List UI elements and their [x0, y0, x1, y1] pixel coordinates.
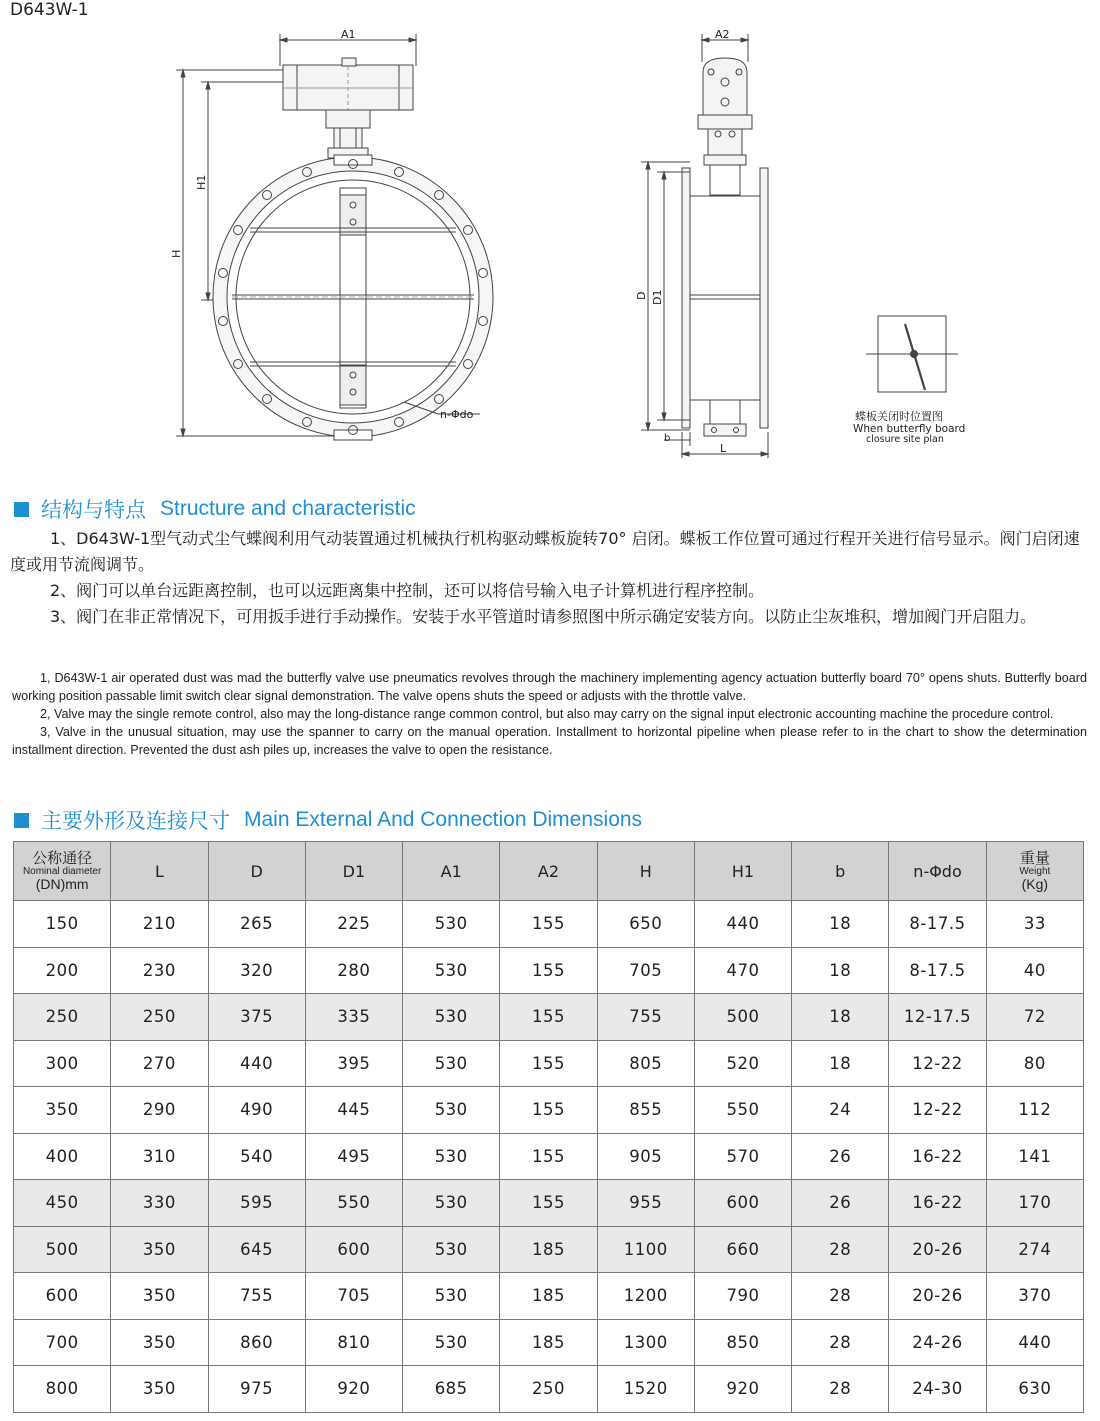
cell-a2: 155: [500, 947, 597, 994]
cell-a1: 530: [403, 1319, 500, 1366]
cell-bolt: 8-17.5: [889, 947, 986, 994]
cell-bolt: 24-26: [889, 1319, 986, 1366]
cell-dn: 450: [14, 1180, 111, 1227]
cell-bolt: 16-22: [889, 1180, 986, 1227]
col-header-dn: 公称通径 Nominal diameter (DN)mm: [14, 842, 111, 901]
cell-a1: 530: [403, 1040, 500, 1087]
cell-b: 18: [792, 947, 889, 994]
dim-label-d1: D1: [651, 289, 664, 305]
closure-caption-zh: 蝶板关闭时位置图: [855, 410, 943, 423]
dim-label-b: b: [664, 433, 671, 444]
section-dimensions-heading: [14, 805, 642, 835]
cell-h1: 920: [694, 1366, 791, 1413]
cell-bolt: 12-22: [889, 1040, 986, 1087]
cell-a2: 185: [500, 1319, 597, 1366]
cell-b: 28: [792, 1273, 889, 1320]
cell-b: 28: [792, 1319, 889, 1366]
cell-l: 350: [111, 1226, 208, 1273]
cell-dn: 800: [14, 1366, 111, 1413]
cell-l: 330: [111, 1180, 208, 1227]
cell-a1: 530: [403, 994, 500, 1041]
table-row: [14, 1319, 1084, 1366]
cell-bolt: 12-22: [889, 1087, 986, 1134]
cell-l: 350: [111, 1319, 208, 1366]
cell-h1: 470: [694, 947, 791, 994]
cell-d1: 600: [305, 1226, 402, 1273]
col-header-l: L: [111, 842, 208, 901]
cell-h: 805: [597, 1040, 694, 1087]
cell-dn: 400: [14, 1133, 111, 1180]
cell-d1: 550: [305, 1180, 402, 1227]
cell-d: 755: [208, 1273, 305, 1320]
dim-label-a1: A1: [341, 28, 356, 41]
dim-label-h: H: [170, 249, 183, 258]
cell-d: 320: [208, 947, 305, 994]
cell-d1: 395: [305, 1040, 402, 1087]
cell-b: 28: [792, 1366, 889, 1413]
cell-l: 270: [111, 1040, 208, 1087]
cell-h1: 550: [694, 1087, 791, 1134]
cell-a1: 530: [403, 1087, 500, 1134]
cell-b: 26: [792, 1180, 889, 1227]
cell-a2: 155: [500, 901, 597, 948]
cell-d: 975: [208, 1366, 305, 1413]
cell-b: 26: [792, 1133, 889, 1180]
col-header-weight: 重量 Weight (Kg): [986, 842, 1083, 901]
cell-a2: 155: [500, 994, 597, 1041]
cell-b: 18: [792, 994, 889, 1041]
cell-dn: 200: [14, 947, 111, 994]
en-paragraph-3: 3, Valve in the unusual situation, may use the spanner to carry on the manual operation. Installment to horizontal pipeline when please refer to in the chart to show the determination installment direction. Prevented the dust ash piles up, increases the valve to open the resistance.: [12, 725, 1087, 757]
cell-l: 350: [111, 1366, 208, 1413]
cell-weight: 440: [986, 1319, 1083, 1366]
col-header-d1: D1: [305, 842, 402, 901]
cell-d: 860: [208, 1319, 305, 1366]
cell-weight: 141: [986, 1133, 1083, 1180]
cell-dn: 150: [14, 901, 111, 948]
cell-d1: 705: [305, 1273, 402, 1320]
cell-l: 250: [111, 994, 208, 1041]
cell-d: 540: [208, 1133, 305, 1180]
cell-a1: 530: [403, 1226, 500, 1273]
table-row: [14, 1273, 1084, 1320]
closure-caption-en2: closure site plan: [866, 434, 944, 445]
dim-label-l: L: [720, 442, 727, 455]
cell-d1: 280: [305, 947, 402, 994]
dim-label-d: D: [635, 291, 648, 300]
cell-h1: 660: [694, 1226, 791, 1273]
col-header-h: H: [597, 842, 694, 901]
dimensions-table-body: [14, 901, 1084, 1413]
cell-h: 755: [597, 994, 694, 1041]
cell-dn: 500: [14, 1226, 111, 1273]
model-label: D643W-1: [10, 0, 89, 20]
structure-text-en: [12, 669, 1087, 759]
cell-bolt: 24-30: [889, 1366, 986, 1413]
cell-h1: 520: [694, 1040, 791, 1087]
cell-weight: 630: [986, 1366, 1083, 1413]
cell-weight: 170: [986, 1180, 1083, 1227]
col-header-h1: H1: [694, 842, 791, 901]
cell-dn: 300: [14, 1040, 111, 1087]
valve-drawing: [0, 20, 1100, 460]
cell-h: 705: [597, 947, 694, 994]
section-structure-title-en: Structure and characteristic: [160, 497, 416, 520]
cell-h1: 500: [694, 994, 791, 1041]
dim-label-a2: A2: [715, 28, 730, 41]
cell-d: 645: [208, 1226, 305, 1273]
cell-a2: 185: [500, 1226, 597, 1273]
cell-h: 1300: [597, 1319, 694, 1366]
table-row: [14, 1133, 1084, 1180]
table-header-row: [14, 842, 1084, 901]
technical-drawings: [0, 20, 1100, 460]
cell-h: 1100: [597, 1226, 694, 1273]
cell-h1: 600: [694, 1180, 791, 1227]
cell-a2: 155: [500, 1133, 597, 1180]
structure-text-zh: [10, 526, 1090, 630]
cell-weight: 80: [986, 1040, 1083, 1087]
cell-bolt: 12-17.5: [889, 994, 986, 1041]
cell-h: 955: [597, 1180, 694, 1227]
cell-a1: 530: [403, 947, 500, 994]
cell-d1: 920: [305, 1366, 402, 1413]
col-header-d: D: [208, 842, 305, 901]
section-structure-title-zh: 结构与特点: [41, 498, 146, 522]
table-row: [14, 1087, 1084, 1134]
cell-weight: 72: [986, 994, 1083, 1041]
zh-paragraph-3: 3、阀门在非正常情况下，可用扳手进行手动操作。安装于水平管道时请参照图中所示确定安装方向。以防止尘灰堆积，增加阀门开启阻力。: [50, 607, 1037, 626]
dim-label-h1: H1: [195, 174, 208, 190]
cell-b: 18: [792, 901, 889, 948]
heading-square-icon: [14, 502, 29, 517]
cell-d: 440: [208, 1040, 305, 1087]
col-header-a2: A2: [500, 842, 597, 901]
table-row: [14, 1226, 1084, 1273]
cell-b: 18: [792, 1040, 889, 1087]
col-header-b: b: [792, 842, 889, 901]
cell-bolt: 20-26: [889, 1273, 986, 1320]
cell-h: 855: [597, 1087, 694, 1134]
cell-dn: 600: [14, 1273, 111, 1320]
cell-h: 650: [597, 901, 694, 948]
cell-d: 595: [208, 1180, 305, 1227]
cell-l: 350: [111, 1273, 208, 1320]
cell-weight: 33: [986, 901, 1083, 948]
zh-paragraph-2: 2、阀门可以单台远距离控制，也可以远距离集中控制，还可以将信号输入电子计算机进行程序控制。: [50, 581, 765, 600]
cell-h1: 440: [694, 901, 791, 948]
heading-square-icon: [14, 813, 29, 828]
col-header-bolt: n-Φdo: [889, 842, 986, 901]
cell-dn: 700: [14, 1319, 111, 1366]
cell-weight: 112: [986, 1087, 1083, 1134]
cell-l: 210: [111, 901, 208, 948]
section-dimensions-title-en: Main External And Connection Dimensions: [244, 808, 643, 831]
cell-a2: 185: [500, 1273, 597, 1320]
dimensions-table: [13, 841, 1084, 1413]
cell-bolt: 8-17.5: [889, 901, 986, 948]
section-structure-heading: [14, 494, 416, 524]
cell-dn: 350: [14, 1087, 111, 1134]
en-paragraph-1: 1, D643W-1 air operated dust was mad the butterfly valve use pneumatics revolves through the machinery implementing agency actuation butterfly board 70° opens shuts. Butterfly board working position passable limit switch clear signal demonstration. The valve opens shuts the speed or adjusts with the throttle valve.: [12, 671, 1087, 703]
cell-h1: 790: [694, 1273, 791, 1320]
cell-dn: 250: [14, 994, 111, 1041]
table-row: [14, 1180, 1084, 1227]
cell-d1: 335: [305, 994, 402, 1041]
cell-h1: 850: [694, 1319, 791, 1366]
closure-caption-en1: When butterfly board: [853, 423, 966, 435]
section-dimensions-title-zh: 主要外形及连接尺寸: [41, 809, 230, 833]
cell-a1: 530: [403, 1180, 500, 1227]
cell-a1: 530: [403, 1273, 500, 1320]
cell-b: 24: [792, 1087, 889, 1134]
cell-l: 310: [111, 1133, 208, 1180]
cell-h1: 570: [694, 1133, 791, 1180]
cell-a2: 155: [500, 1087, 597, 1134]
cell-a1: 685: [403, 1366, 500, 1413]
cell-d1: 445: [305, 1087, 402, 1134]
cell-a2: 155: [500, 1040, 597, 1087]
table-row: [14, 901, 1084, 948]
cell-d1: 225: [305, 901, 402, 948]
col-header-a1: A1: [403, 842, 500, 901]
cell-h: 905: [597, 1133, 694, 1180]
cell-d1: 495: [305, 1133, 402, 1180]
cell-a2: 155: [500, 1180, 597, 1227]
cell-weight: 40: [986, 947, 1083, 994]
cell-a1: 530: [403, 901, 500, 948]
cell-d: 375: [208, 994, 305, 1041]
cell-d1: 810: [305, 1319, 402, 1366]
zh-paragraph-1: 1、D643W-1型气动式尘气蝶阀利用气动装置通过机械执行机构驱动蝶板旋转70° 启闭。蝶板工作位置可通过行程开关进行信号显示。阀门启闭速度或用节流阀调节。: [10, 529, 1080, 574]
cell-l: 290: [111, 1087, 208, 1134]
cell-d: 490: [208, 1087, 305, 1134]
cell-h: 1200: [597, 1273, 694, 1320]
cell-l: 230: [111, 947, 208, 994]
cell-weight: 274: [986, 1226, 1083, 1273]
cell-a1: 530: [403, 1133, 500, 1180]
cell-bolt: 16-22: [889, 1133, 986, 1180]
table-row: [14, 1366, 1084, 1413]
cell-d: 265: [208, 901, 305, 948]
cell-weight: 370: [986, 1273, 1083, 1320]
table-row: [14, 994, 1084, 1041]
dim-label-bolt: n-Φdo: [440, 408, 474, 421]
cell-a2: 250: [500, 1366, 597, 1413]
en-paragraph-2: 2, Valve may the single remote control, also may the long-distance range common control, but also may carry on the signal input electronic accounting machine the procedure control.: [40, 707, 1054, 721]
cell-h: 1520: [597, 1366, 694, 1413]
cell-bolt: 20-26: [889, 1226, 986, 1273]
table-row: [14, 1040, 1084, 1087]
table-row: [14, 947, 1084, 994]
cell-b: 28: [792, 1226, 889, 1273]
